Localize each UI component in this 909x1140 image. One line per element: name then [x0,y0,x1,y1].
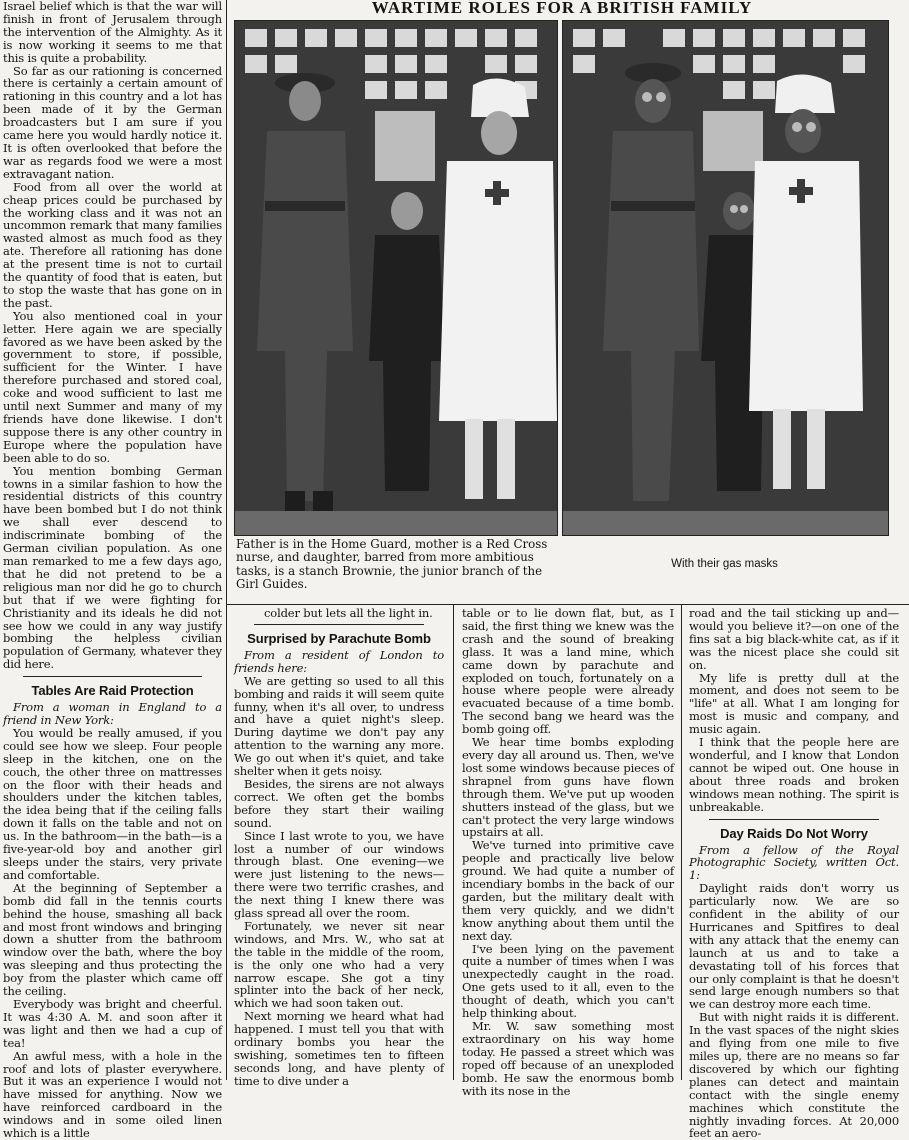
paragraph: Everybody was bright and cheerful. It was 4:30 A. M. and soon after it was light and then we had a cup of tea! [3,996,222,1050]
paragraph: My life is pretty dull at the moment, and does not seem to be "life" at all. What I am longing for most is music and company, and music again. [689,670,899,737]
family-photo-left-image [235,21,557,535]
paragraph: Israel belief which is that the war will finish in front of Jerusalem through the intervention of the Almighty. As it is now working it seems to me that this is quite a probability. [3,0,222,65]
paragraph: You mention bombing German towns in a similar fashion to how the residential districts of this country have been bombed but I do not think we shall ever descend to indiscriminate bombing of the German civilian population. As one man remarked to me a few days ago, that he did not pretend to be a religious man nor did he go to church but that if we were fighting for Christianity and its ideals he did not see how we could in any way justify bombing the helpless civilian population of Germany, whatever they did here. [3,463,222,672]
paragraph: Mr. W. saw something most extraordinary on his way home today. He passed a street which was roped off because of an unexploded bomb. He saw the enormous bomb with its nose in the [462,1019,674,1098]
heading-surprised-by-parachute-bomb: Surprised by Parachute Bomb [247,630,431,646]
paragraph: We are getting so used to all this bombing and raids it will seem quite funny, when it's all over, to undress and have a quiet night's sleep. During daytime we don't pay any attention to the warning any more. We go out when it's quiet, and take shelter when it gets noisy. [234,673,444,779]
paragraph: Fortunately, we never sit near windows, and Mrs. W., who sat at the table in the middle of the room, is the only one who had a very narrow escape. She got a tiny splinter into the back of her neck, which we had soon taken out. [234,918,444,1011]
column-divider [681,605,682,1080]
photo-banner-title: WARTIME ROLES FOR A BRITISH FAMILY [371,0,753,17]
paragraph: So far as our rationing is concerned there is certainly a certain amount of rationing in this country and a lot has been made of it by the German broadcasters but I am sure if you came here you would hardly notice it. It is often overlooked that before the war as regards food we were a most extravagant nation. [3,63,222,181]
column-divider [226,0,227,1080]
paragraph: You would be really amused, if you could see how we sleep. Four people sleep in the kitchen, one on the couch, the other three on mattresses on the floor with their heads and shoulders under the kitchen tables, the idea being that if the ceiling falls down it falls on the table and not on us. In the bathroom—in the bath—is a five-year-old boy and another girl sleeps under the stairs, very private and comfortable. [3,725,222,882]
paragraph: road and the tail sticking up and—would you believe it?—on one of the fins sat a big black-white cat, as if it was the nicest place she could sit on. [689,606,899,672]
byline: From a resident of London to friends here: [234,647,444,675]
paragraph: But with night raids it is different. In the vast spaces of the night skies and flying from one mile to five miles up, there are no means so far discovered by which our fighting planes can detect and maintain contact with the single enemy machines which constitute the nightly invading forces. At 20,000 feet an aero- [689,1010,899,1140]
heading-day-raids-do-not-worry: Day Raids Do Not Worry [720,825,868,841]
section-rule [709,819,879,820]
paragraph: An awful mess, with a hole in the roof and lots of plaster everywhere. But it was an experience I would not have missed for anything. Now we have reinforced cardboard in the windows and in some oiled linen which is a little [3,1048,222,1140]
family-photo-left [234,20,558,536]
photo-caption-left: Father is in the Home Guard, mother is a Red Cross nurse, and daughter, barred from more ambitious tasks, is a stanch Brownie, the junior branch of the Girl Guides. [236,537,548,592]
section-rule [254,624,424,625]
paragraph: We've turned into primitive cave people and practically live below ground. We had quite a number of incendiary bombs in the back of our garden, but the military dealt with them very quickly, and we didn't know anything about them until the next day. [462,838,674,943]
column-1 [3,0,222,1140]
paragraph: Next morning we heard what had happened. I must tell you that with ordinary bombs you hear the swishing, sometimes ten to fifteen seconds long, and have plenty of time to dive under a [234,1009,444,1088]
photo-caption-right: With their gas masks [671,558,778,570]
family-photo-right [562,20,889,536]
column-2 [234,606,444,1088]
photo-section-divider [226,604,909,605]
paragraph: I think that the people here are wonderful, and I know that London cannot be wiped out. One house in about three roads and broken windows mean nothing. The spirit is unbreakable. [689,735,899,814]
paragraph: We hear time bombs exploding every day all around us. Then, we've lost some windows because pieces of shrapnel from guns have flown through them. We've put up wooden shutters instead of the glass, but we can't protect the very large windows upstairs at all. [462,735,674,840]
paragraph: Since I last wrote to you, we have lost a number of our windows through blast. One evening—we were just listening to the news—there were two terrific crashes, and the next thing I knew there was glass spread all over the room. [234,828,444,921]
paragraph: Besides, the sirens are not always correct. We often get the bombs before they start their wailing sound. [234,776,444,830]
paragraph: colder but lets all the light in. [264,606,433,620]
paragraph: table or to lie down flat, but, as I said, the first thing we knew was the crash and the sound of breaking glass. It was a land mine, which came down by parachute and exploded on touch, fortunately on a house where people were already evacuated because of a time bomb. The second bang we heard was the bomb going off. [462,606,674,737]
section-rule [23,676,202,677]
paragraph: I've been lying on the pavement quite a number of times when I was unexpectedly caught in the road. One gets used to it all, even to the thought of death, which you can't help thinking about. [462,941,674,1021]
paragraph: At the beginning of September a bomb did fall in the tennis courts behind the house, smashing all back and most front windows and bringing down a shutter from the bathroom window over the bath, where the boy was sleeping and thus protecting the boy from the plaster which came off the ceiling. [3,880,222,999]
byline: From a fellow of the Royal Photographic Society, written Oct. 1: [689,842,899,883]
paragraph: Daylight raids don't worry us particularly now. We are so confident in the ability of our Hurricanes and Spitfires to deal with any attack that the enemy can launch at us and to take a devastating toll of his forces that our only complaint is that he doesn't send large enough numbers so that we can destroy more each time. [689,881,899,1012]
heading-tables-are-raid-protection: Tables Are Raid Protection [31,683,194,699]
paragraph: Food from all over the world at cheap prices could be purchased by the working class and it was not an uncommon remark that many families wasted almost as much food as they ate. Therefore all rationing has done at the present time is not to curtail the quantity of food that is eaten, but to stop the waste that has gone on in the past. [3,179,222,310]
column-4 [689,606,899,1140]
column-3 [462,606,674,1098]
byline: From a woman in England to a friend in New York: [3,700,222,728]
paragraph: You also mentioned coal in your letter. Here again we are specially favored as we have been asked by the government to store, if possible, sufficient for the Winter. I have therefore purchased and stored coal, coke and wood sufficient to last me until next Summer and many of my friends have done likewise. I don't suppose there is any other country in Europe where the population have been able to do so. [3,308,222,465]
family-photo-right-image [563,21,888,535]
column-divider [453,605,454,1080]
